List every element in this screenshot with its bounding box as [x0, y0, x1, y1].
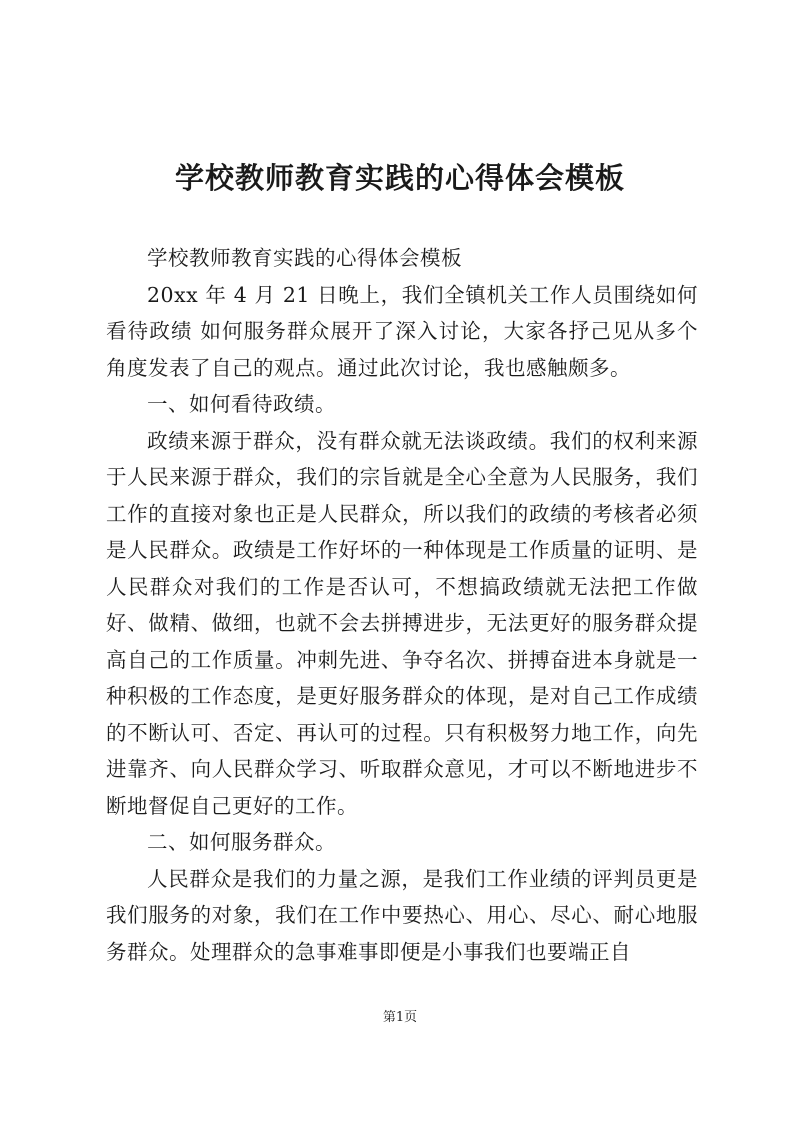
- body-paragraph: 政绩来源于群众，没有群众就无法谈政绩。我们的权利来源于人民来源于群众，我们的宗旨就是全心全意为人民服务，我们工作的直接对象也正是人民群众，所以我们的政绩的考核者必须是人民群众。政绩是工作好坏的一种体现是工作质量的证明、是人民群众对我们的工作是否认可，不想搞政绩就无法把工作做好、做精、做细，也就不会去拼搏进步，无法更好的服务群众提高自己的工作质量。冲刺先进、争夺名次、拼搏奋进本身就是一种积极的工作态度，是更好服务群众的体现，是对自己工作成绩的不断认可、否定、再认可的过程。只有积极努力地工作，向先进靠齐、向人民群众学习、听取群众意见，才可以不断地进步不断地督促自己更好的工作。: [106, 428, 698, 818]
- section-heading: 一、如何看待政绩。: [147, 392, 336, 416]
- document-body: [106, 240, 698, 970]
- body-paragraph: 20xx 年 4 月 21 日晚上，我们全镇机关工作人员围绕如何看待政绩 如何服务群众展开了深入讨论，大家各抒己见从多个角度发表了自己的观点。通过此次讨论，我也感触颇多。: [106, 282, 698, 380]
- body-paragraph: 人民群众是我们的力量之源，是我们工作业绩的评判员更是我们服务的对象，我们在工作中要热心、用心、尽心、耐心地服务群众。处理群众的急事难事即便是小事我们也要端正自: [106, 866, 698, 964]
- document-title: 学校教师教育实践的心得体会模板: [174, 161, 625, 195]
- section-heading: 二、如何服务群众。: [147, 830, 336, 854]
- page-number: 第1页: [382, 1010, 418, 1025]
- body-paragraph: 学校教师教育实践的心得体会模板: [147, 246, 462, 270]
